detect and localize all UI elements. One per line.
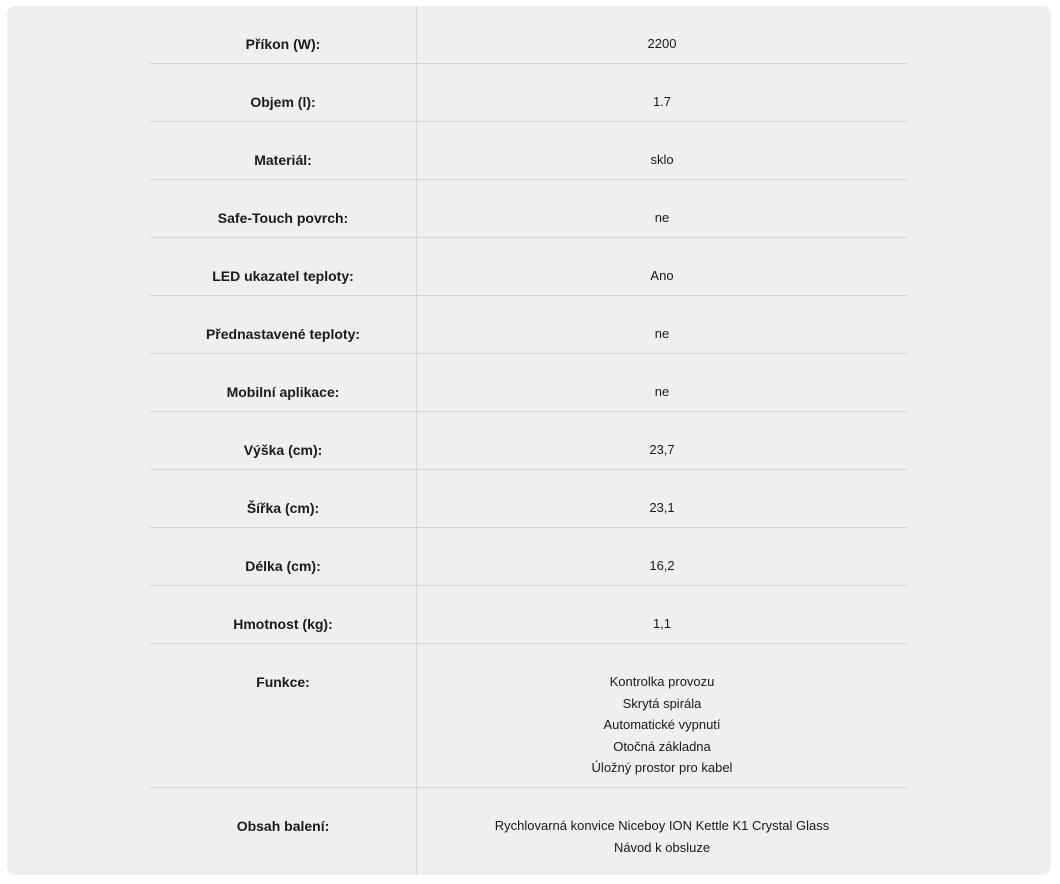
spec-row — [7, 412, 1051, 470]
spec-table — [7, 6, 1051, 875]
spec-row — [7, 238, 1051, 296]
spec-value — [417, 149, 907, 171]
spec-label: Délka (cm): — [245, 558, 321, 574]
spec-row — [7, 586, 1051, 644]
spec-value-line: ne — [654, 326, 670, 341]
spec-row — [7, 528, 1051, 586]
spec-value-line: ne — [654, 210, 670, 225]
spec-row — [7, 64, 1051, 122]
spec-row — [7, 122, 1051, 180]
spec-value — [417, 815, 907, 858]
spec-value — [417, 33, 907, 55]
spec-row — [7, 296, 1051, 354]
spec-value-line: 16,2 — [649, 558, 675, 573]
spec-value-line: ne — [654, 384, 670, 399]
spec-label: LED ukazatel teploty: — [212, 268, 354, 284]
spec-value-line: Úložný prostor pro kabel — [591, 760, 733, 775]
spec-value-line: 23,1 — [649, 500, 675, 515]
spec-value — [417, 439, 907, 461]
spec-value — [417, 265, 907, 287]
spec-value-line: 2200 — [647, 36, 677, 51]
spec-value-line: sklo — [650, 152, 674, 167]
spec-row — [7, 6, 1051, 64]
spec-label: Obsah balení: — [236, 818, 330, 834]
spec-value-line: Kontrolka provozu — [609, 674, 715, 689]
spec-value-line: 1.7 — [652, 94, 672, 109]
spec-row — [7, 470, 1051, 528]
spec-label: Výška (cm): — [243, 442, 323, 458]
spec-label: Materiál: — [254, 152, 312, 168]
spec-value — [417, 555, 907, 577]
spec-value — [417, 207, 907, 229]
spec-label: Safe-Touch povrch: — [217, 210, 349, 226]
spec-value-line: Ano — [650, 268, 674, 283]
spec-value-line: 1,1 — [652, 616, 672, 631]
spec-row — [7, 788, 1051, 868]
spec-label: Hmotnost (kg): — [233, 616, 333, 632]
spec-value-line: Automatické vypnutí — [603, 717, 721, 732]
spec-row — [7, 180, 1051, 238]
spec-label: Objem (l): — [250, 94, 316, 110]
spec-value-line: Skrytá spirála — [622, 695, 702, 711]
spec-value-line: 23,7 — [649, 442, 675, 457]
spec-label: Přednastavené teploty: — [205, 326, 361, 342]
spec-label: Šířka (cm): — [246, 500, 320, 516]
spec-value — [417, 671, 907, 779]
spec-label: Příkon (W): — [245, 36, 321, 52]
spec-value — [417, 613, 907, 635]
spec-value — [417, 323, 907, 345]
spec-label: Funkce: — [256, 674, 310, 690]
spec-value-line: Otočná základna — [613, 738, 711, 754]
spec-value-line: Návod k obsluze — [613, 839, 711, 855]
spec-value — [417, 381, 907, 403]
spec-label: Mobilní aplikace: — [226, 384, 340, 400]
spec-value — [417, 91, 907, 113]
spec-value — [417, 497, 907, 519]
spec-row — [7, 354, 1051, 412]
spec-value-line: Rychlovarná konvice Niceboy ION Kettle K1 Crystal Glass — [494, 818, 830, 833]
spec-row — [7, 644, 1051, 788]
